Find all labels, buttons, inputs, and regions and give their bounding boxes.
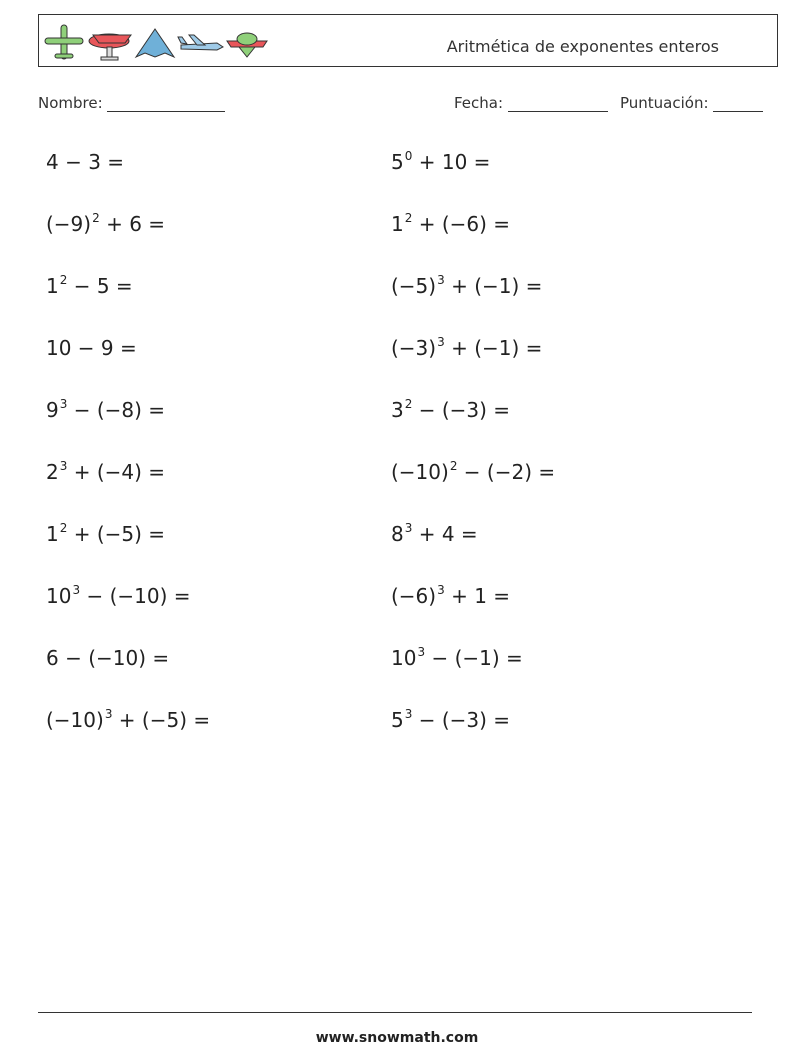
date-label: Fecha: [454,94,504,112]
problem-base: (−6) [391,584,437,608]
problem-base: 1 [391,212,404,236]
problem-rest: − 5 = [67,274,133,298]
problem-left-5 [46,398,165,422]
problem-left-1 [46,150,124,174]
header-box [38,14,778,67]
problem-exponent: 3 [59,459,68,474]
name-blank[interactable] [107,97,225,112]
problem-exponent: 2 [449,459,458,474]
problem-right-6 [391,460,555,484]
problem-left-9 [46,646,169,670]
problem-base: 5 [391,150,404,174]
problem-right-7 [391,522,478,546]
problem-base: (−9) [46,212,92,236]
problem-left-3 [46,274,133,298]
problem-left-4 [46,336,137,360]
problem-rest: + (−1) = [444,274,543,298]
problem-right-10 [391,708,510,732]
problem-base: 10 [46,584,72,608]
problem-right-2 [391,212,510,236]
problem-rest: − (−3) = [412,398,511,422]
problem-base: (−10) [46,708,104,732]
problem-exponent: 3 [72,583,81,598]
problem-base: 10 [46,336,72,360]
problem-exponent: 2 [59,273,68,288]
problem-exponent: 3 [404,521,413,536]
problem-base: 8 [391,522,404,546]
problem-base: 5 [391,708,404,732]
problem-exponent: 0 [404,149,413,164]
problem-rest: − 9 = [71,336,137,360]
stealth-bomber-icon [136,29,174,57]
footer-website: www.snowmath.com [315,1030,479,1046]
problem-base: 9 [46,398,59,422]
name-field [38,94,225,112]
problem-rest: − 3 = [58,150,125,174]
problem-rest: + 4 = [412,522,478,546]
problem-rest: − (−2) = [457,460,556,484]
problem-exponent: 3 [59,397,68,412]
problem-exponent: 3 [437,583,445,598]
problem-base: (−3) [391,336,437,360]
date-blank[interactable] [508,97,608,112]
problem-base: 1 [46,522,59,546]
problem-rest: + 6 = [99,212,166,236]
problem-rest: + (−5) = [67,522,166,546]
score-label: Puntuación: [620,94,709,112]
problem-base: 6 [46,646,59,670]
problem-base: (−10) [391,460,449,484]
problem-rest: + (−5) = [112,708,211,732]
problem-left-7 [46,522,165,546]
problem-exponent: 2 [59,521,68,536]
problem-base: (−5) [391,274,437,298]
problem-rest: + (−1) = [444,336,543,360]
problem-rest: + 1 = [444,584,511,608]
problem-rest: − (−3) = [412,708,511,732]
problem-base: 4 [46,150,59,174]
plane-red-icon [89,34,131,60]
problem-left-2 [46,212,165,236]
footer-divider [38,1012,752,1013]
problem-rest: + (−6) = [412,212,511,236]
problem-exponent: 2 [92,211,100,226]
name-label: Nombre: [38,94,103,112]
problem-exponent: 3 [437,335,445,350]
problem-base: 1 [46,274,59,298]
header-airplanes [41,21,271,63]
score-field [620,94,763,112]
problem-right-1 [391,150,490,174]
problem-base: 10 [391,646,417,670]
problem-exponent: 3 [404,707,413,722]
problem-exponent: 2 [404,397,413,412]
problem-base: 2 [46,460,59,484]
problem-exponent: 3 [417,645,426,660]
problem-rest: − (−8) = [67,398,166,422]
problem-rest: + (−4) = [67,460,166,484]
problem-right-8 [391,584,510,608]
problem-exponent: 2 [404,211,413,226]
problem-left-10 [46,708,210,732]
problem-exponent: 3 [437,273,445,288]
problem-left-8 [46,584,191,608]
problem-right-4 [391,336,542,360]
problem-rest: − (−10) = [58,646,170,670]
score-blank[interactable] [713,97,763,112]
date-field [454,94,608,112]
problem-right-9 [391,646,523,670]
jet-airliner-icon [178,35,223,50]
problem-exponent: 3 [104,707,113,722]
problem-left-6 [46,460,165,484]
problem-right-5 [391,398,510,422]
problem-rest: + 10 = [412,150,491,174]
problem-rest: − (−10) = [80,584,191,608]
plane-green-icon [45,25,83,59]
problem-rest: − (−1) = [425,646,523,670]
problem-right-3 [391,274,542,298]
worksheet-title: Aritmética de exponentes enteros [446,37,719,56]
plane-red-green-icon [227,33,267,57]
problem-base: 3 [391,398,404,422]
